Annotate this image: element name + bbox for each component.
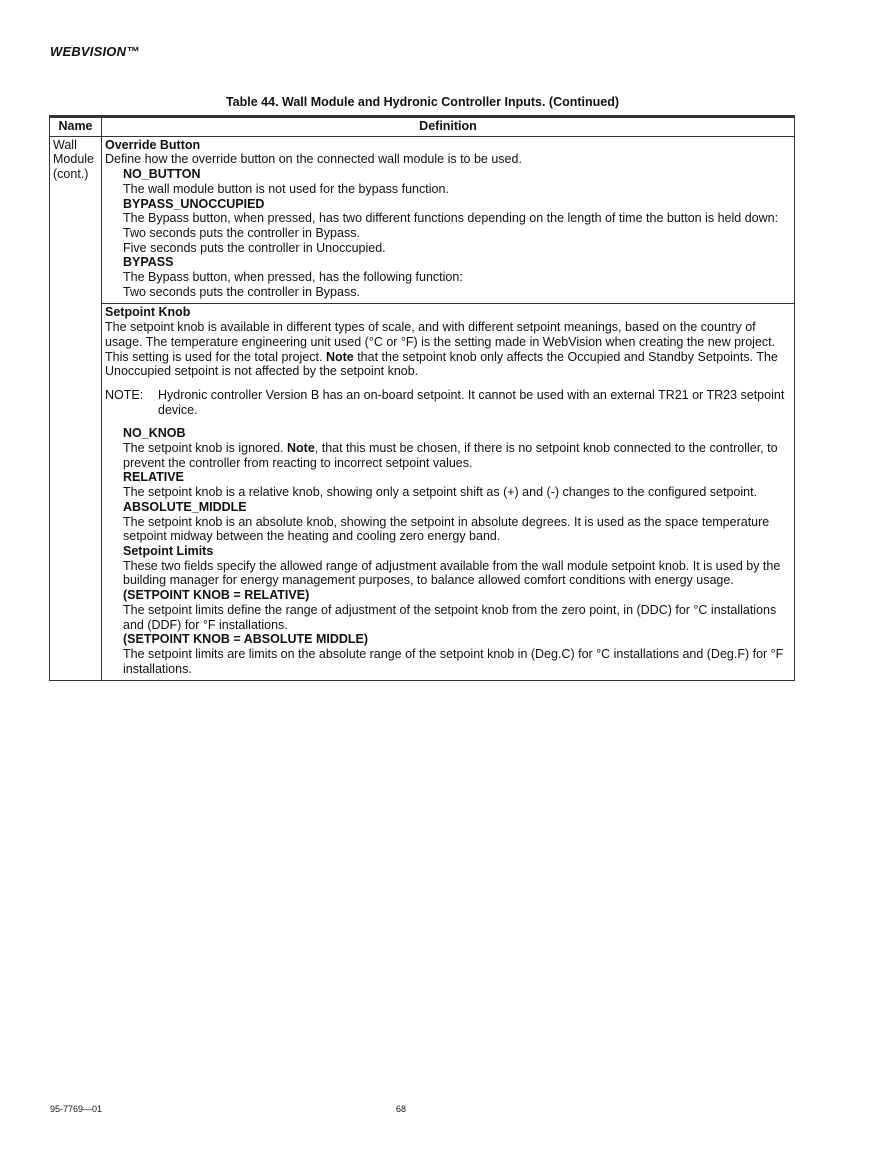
override-definition-cell	[102, 136, 795, 304]
bypass-unoccupied-line: Five seconds puts the controller in Unoccupied.	[123, 240, 386, 255]
page-number: 68	[396, 1104, 407, 1114]
bypass-unoccupied-text: The Bypass button, when pressed, has two different functions depending on the length of time the button is held down:	[123, 211, 779, 226]
no-knob-text-part1: The setpoint knob is ignored.	[123, 441, 287, 456]
table-row-setpoint	[50, 304, 795, 681]
document-number: 95-7769—01	[50, 1104, 103, 1114]
setpoint-intro-note: Note	[325, 349, 354, 364]
limits-absolute-title: (SETPOINT KNOB = ABSOLUTE MIDDLE)	[123, 632, 369, 647]
table-row-override	[50, 136, 795, 304]
setpoint-limits-title: Setpoint Limits	[123, 543, 214, 558]
bypass-text: The Bypass button, when pressed, has the following function:	[123, 270, 463, 285]
relative-title: RELATIVE	[123, 470, 184, 485]
no-knob-title: NO_KNOB	[123, 426, 186, 441]
setpoint-intro	[105, 320, 790, 379]
setpoint-intro-part2: that the setpoint knob only affects the Occupied and Standby Setpoints. The Unoccupied setpoint is not affected by the setpoint knob.	[105, 349, 778, 379]
note-label: NOTE:	[105, 387, 144, 402]
setpoint-limits-text: These two fields specify the allowed range of adjustment available from the wall module setpoint knob. It is used by the building manager for energy management purposes, to balance allowed comfort conditions with energy usage.	[123, 558, 781, 588]
no-button-text: The wall module button is not used for the bypass function.	[123, 181, 449, 196]
setpoint-intro-part1: The setpoint knob is available in different types of scale, and with different setpoint meanings, based on the country of usage. The temperature engineering unit used (°C or °F) is the setting made in WebVision when creating the new project. This setting is used for the total project.	[105, 320, 776, 364]
no-knob-note: Note	[287, 441, 315, 456]
document-header: WEBVISION™	[50, 44, 140, 59]
name-line: (cont.)	[53, 167, 89, 182]
override-intro: Define how the override button on the connected wall module is to be used.	[105, 152, 522, 167]
limits-relative-title: (SETPOINT KNOB = RELATIVE)	[123, 588, 310, 603]
name-line: Wall	[53, 137, 77, 152]
limits-absolute-text: The setpoint limits are limits on the absolute range of the setpoint knob in (Deg.C) for °C installations and (Deg.F) for °F installations.	[123, 646, 784, 676]
name-line: Module	[53, 152, 94, 167]
bypass-title: BYPASS	[123, 255, 174, 270]
no-knob-text	[123, 441, 790, 470]
absolute-middle-title: ABSOLUTE_MIDDLE	[123, 499, 247, 514]
relative-text: The setpoint knob is a relative knob, showing only a setpoint shift as (+) and (-) changes to the configured setpoint.	[123, 485, 758, 500]
name-cell	[50, 136, 102, 681]
table-header-row	[50, 117, 795, 137]
column-header-name: Name	[50, 117, 102, 137]
no-button-title: NO_BUTTON	[123, 167, 201, 182]
inputs-table	[49, 115, 795, 681]
note-text: Hydronic controller Version B has an on-board setpoint. It cannot be used with an external TR21 or TR23 setpoint device.	[158, 387, 785, 417]
absolute-middle-text: The setpoint knob is an absolute knob, showing the setpoint in absolute degrees. It is used as the space temperature setpoint midway between the heating and cooling zero energy band.	[123, 514, 770, 544]
limits-relative-text: The setpoint limits define the range of adjustment of the setpoint knob from the zero point, in (DDC) for °C installations and (DDF) for °F installations.	[123, 602, 777, 632]
bypass-unoccupied-line: Two seconds puts the controller in Bypass.	[123, 225, 360, 240]
setpoint-definition-cell	[102, 304, 795, 681]
setpoint-title: Setpoint Knob	[105, 305, 191, 320]
column-header-definition: Definition	[102, 117, 795, 137]
table-caption: Table 44. Wall Module and Hydronic Controller Inputs. (Continued)	[225, 95, 620, 109]
note-block	[105, 388, 790, 417]
no-knob-text-part2: , that this must be chosen, if there is no setpoint knob connected to the controller, to prevent the controller from reacting to incorrect setpoint values.	[123, 441, 778, 470]
override-title: Override Button	[105, 137, 201, 152]
bypass-line: Two seconds puts the controller in Bypass.	[123, 284, 360, 299]
bypass-unoccupied-title: BYPASS_UNOCCUPIED	[123, 196, 265, 211]
